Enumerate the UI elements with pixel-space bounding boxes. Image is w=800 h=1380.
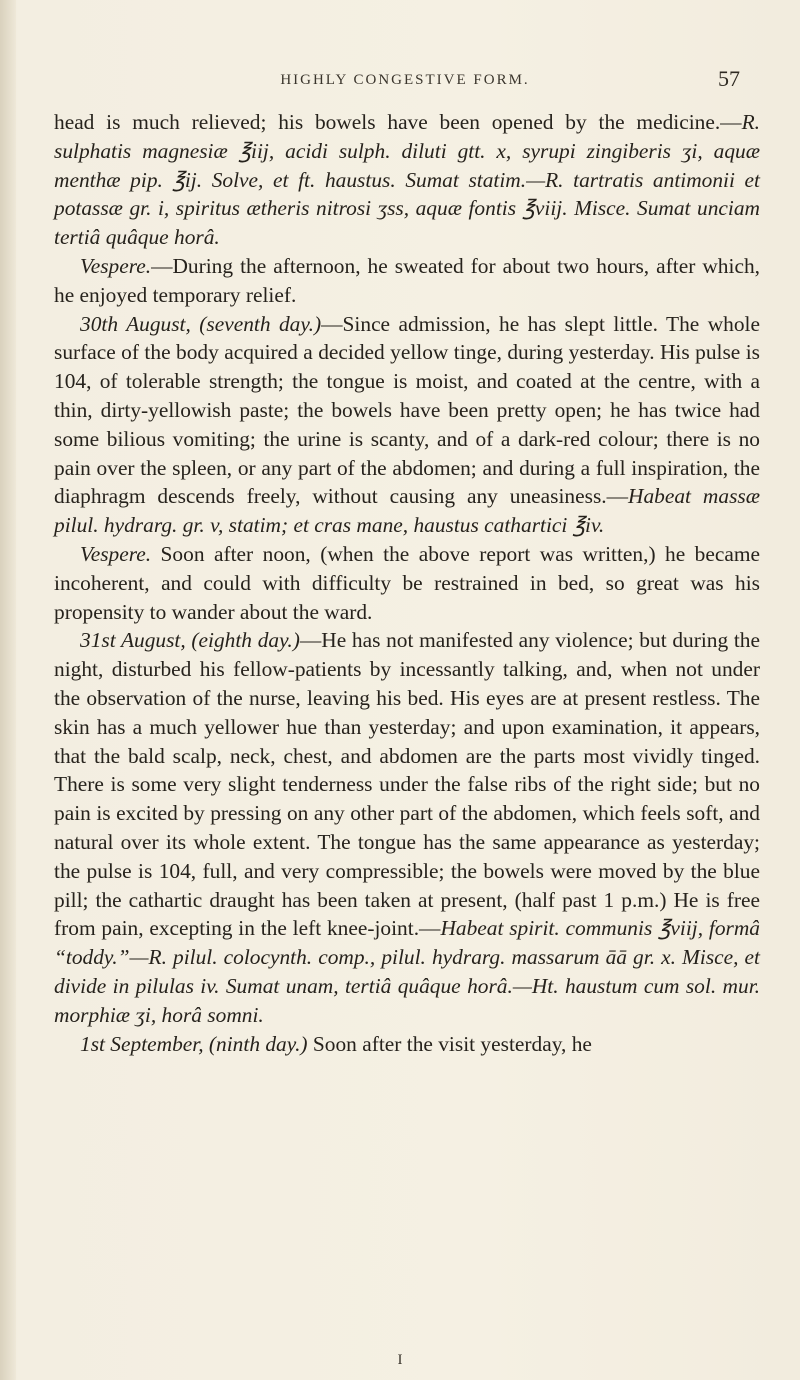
paragraph xyxy=(54,1030,760,1059)
paragraph-text: —Since admission, he has slept little. The whole surface of the body acquired a decided yellow tinge, during yesterday. His pulse is 104, of tolerable strength; the tongue is moist, and coated at the centre, with a thin, dirty-yellowish paste; the bowels have been pretty open; he has twice had some bilious vomiting; the urine is scanty, and of a dark-red colour; there is no pain over the spleen, or any part of the abdomen; and during a full inspiration, the diaphragm descends freely, without causing any uneasiness.— xyxy=(54,311,760,509)
paragraph-text: Soon after the visit yesterday, he xyxy=(307,1031,592,1056)
paragraph xyxy=(54,626,760,1029)
latin-prescription-text: 1st September, (ninth day.) xyxy=(80,1031,308,1056)
paragraph xyxy=(54,252,760,310)
body-text xyxy=(54,108,760,1058)
latin-prescription-text: 30th August, (seventh day.) xyxy=(80,311,322,336)
paragraph xyxy=(54,108,760,252)
signature-mark: I xyxy=(397,1352,403,1368)
latin-prescription-text: Vespere. xyxy=(80,253,152,278)
running-title: HIGHLY CONGESTIVE FORM. xyxy=(280,72,530,88)
latin-prescription-text: 31st August, (eighth day.) xyxy=(80,628,300,653)
paragraph-text: —During the afternoon, he sweated for about two hours, after which, he enjoyed temporary relief. xyxy=(54,253,760,307)
latin-prescription-text: Habeat spirit. communis ℥viij, formâ “toddy.”—R. pilul. colocynth. comp., pilul. hydrarg. massarum āā gr. x. Misce, et divide in pilulas iv. Sumat unam, tertiâ quâque horâ.—Ht. haustum cum sol. mur. morphiæ ʒi, horâ somni. xyxy=(54,916,760,1027)
paragraph xyxy=(54,310,760,540)
paragraph-text: —He has not manifested any violence; but during the night, disturbed his fellow-patients by incessantly talking, and, when not under the observation of the nurse, leaving his bed. His eyes are at present restless. The skin has a much yellower hue than yesterday; and upon examination, it appears, that the bald scalp, neck, chest, and abdomen are the parts most vividly tinged. There is some very slight tenderness under the false ribs of the right side; but no pain is excited by pressing on any other part of the abdomen, which feels soft, and natural over its whole extent. The tongue has the same appearance as yesterday; the pulse is 104, full, and very compressible; the bowels were moved by the blue pill; the cathartic draught has been taken at present, (half past 1 p.m.) He is free from pain, excepting in the left knee-joint.— xyxy=(54,628,760,941)
latin-prescription-text: Habeat massæ pilul. hydrarg. gr. v, statim; et cras mane, haustus cathartici ℥iv. xyxy=(54,484,760,538)
paragraph-text: Soon after noon, (when the above report was written,) he became incoherent, and could with difficulty be restrained in bed, so great was his propensity to wander about the ward. xyxy=(54,541,760,624)
page-gutter-shadow xyxy=(0,0,16,1380)
page-header xyxy=(70,66,740,96)
paragraph-text: head is much relieved; his bowels have been opened by the medicine.— xyxy=(54,110,742,134)
latin-prescription-text: R. sulphatis magnesiæ ℥iij, acidi sulph. diluti gtt. x, syrupi zingiberis ʒi, aquæ menthæ pip. ℥ij. Solve, et ft. haustus. Sumat statim.—R. tartratis antimonii et potassæ gr. i, spiritus ætheris nitrosi ʒss, aquæ fontis ℥viij. Misce. Sumat unciam tertiâ quâque horâ. xyxy=(54,110,760,250)
paragraph xyxy=(54,540,760,626)
latin-prescription-text: Vespere. xyxy=(80,541,152,566)
page-number: 57 xyxy=(718,66,740,91)
